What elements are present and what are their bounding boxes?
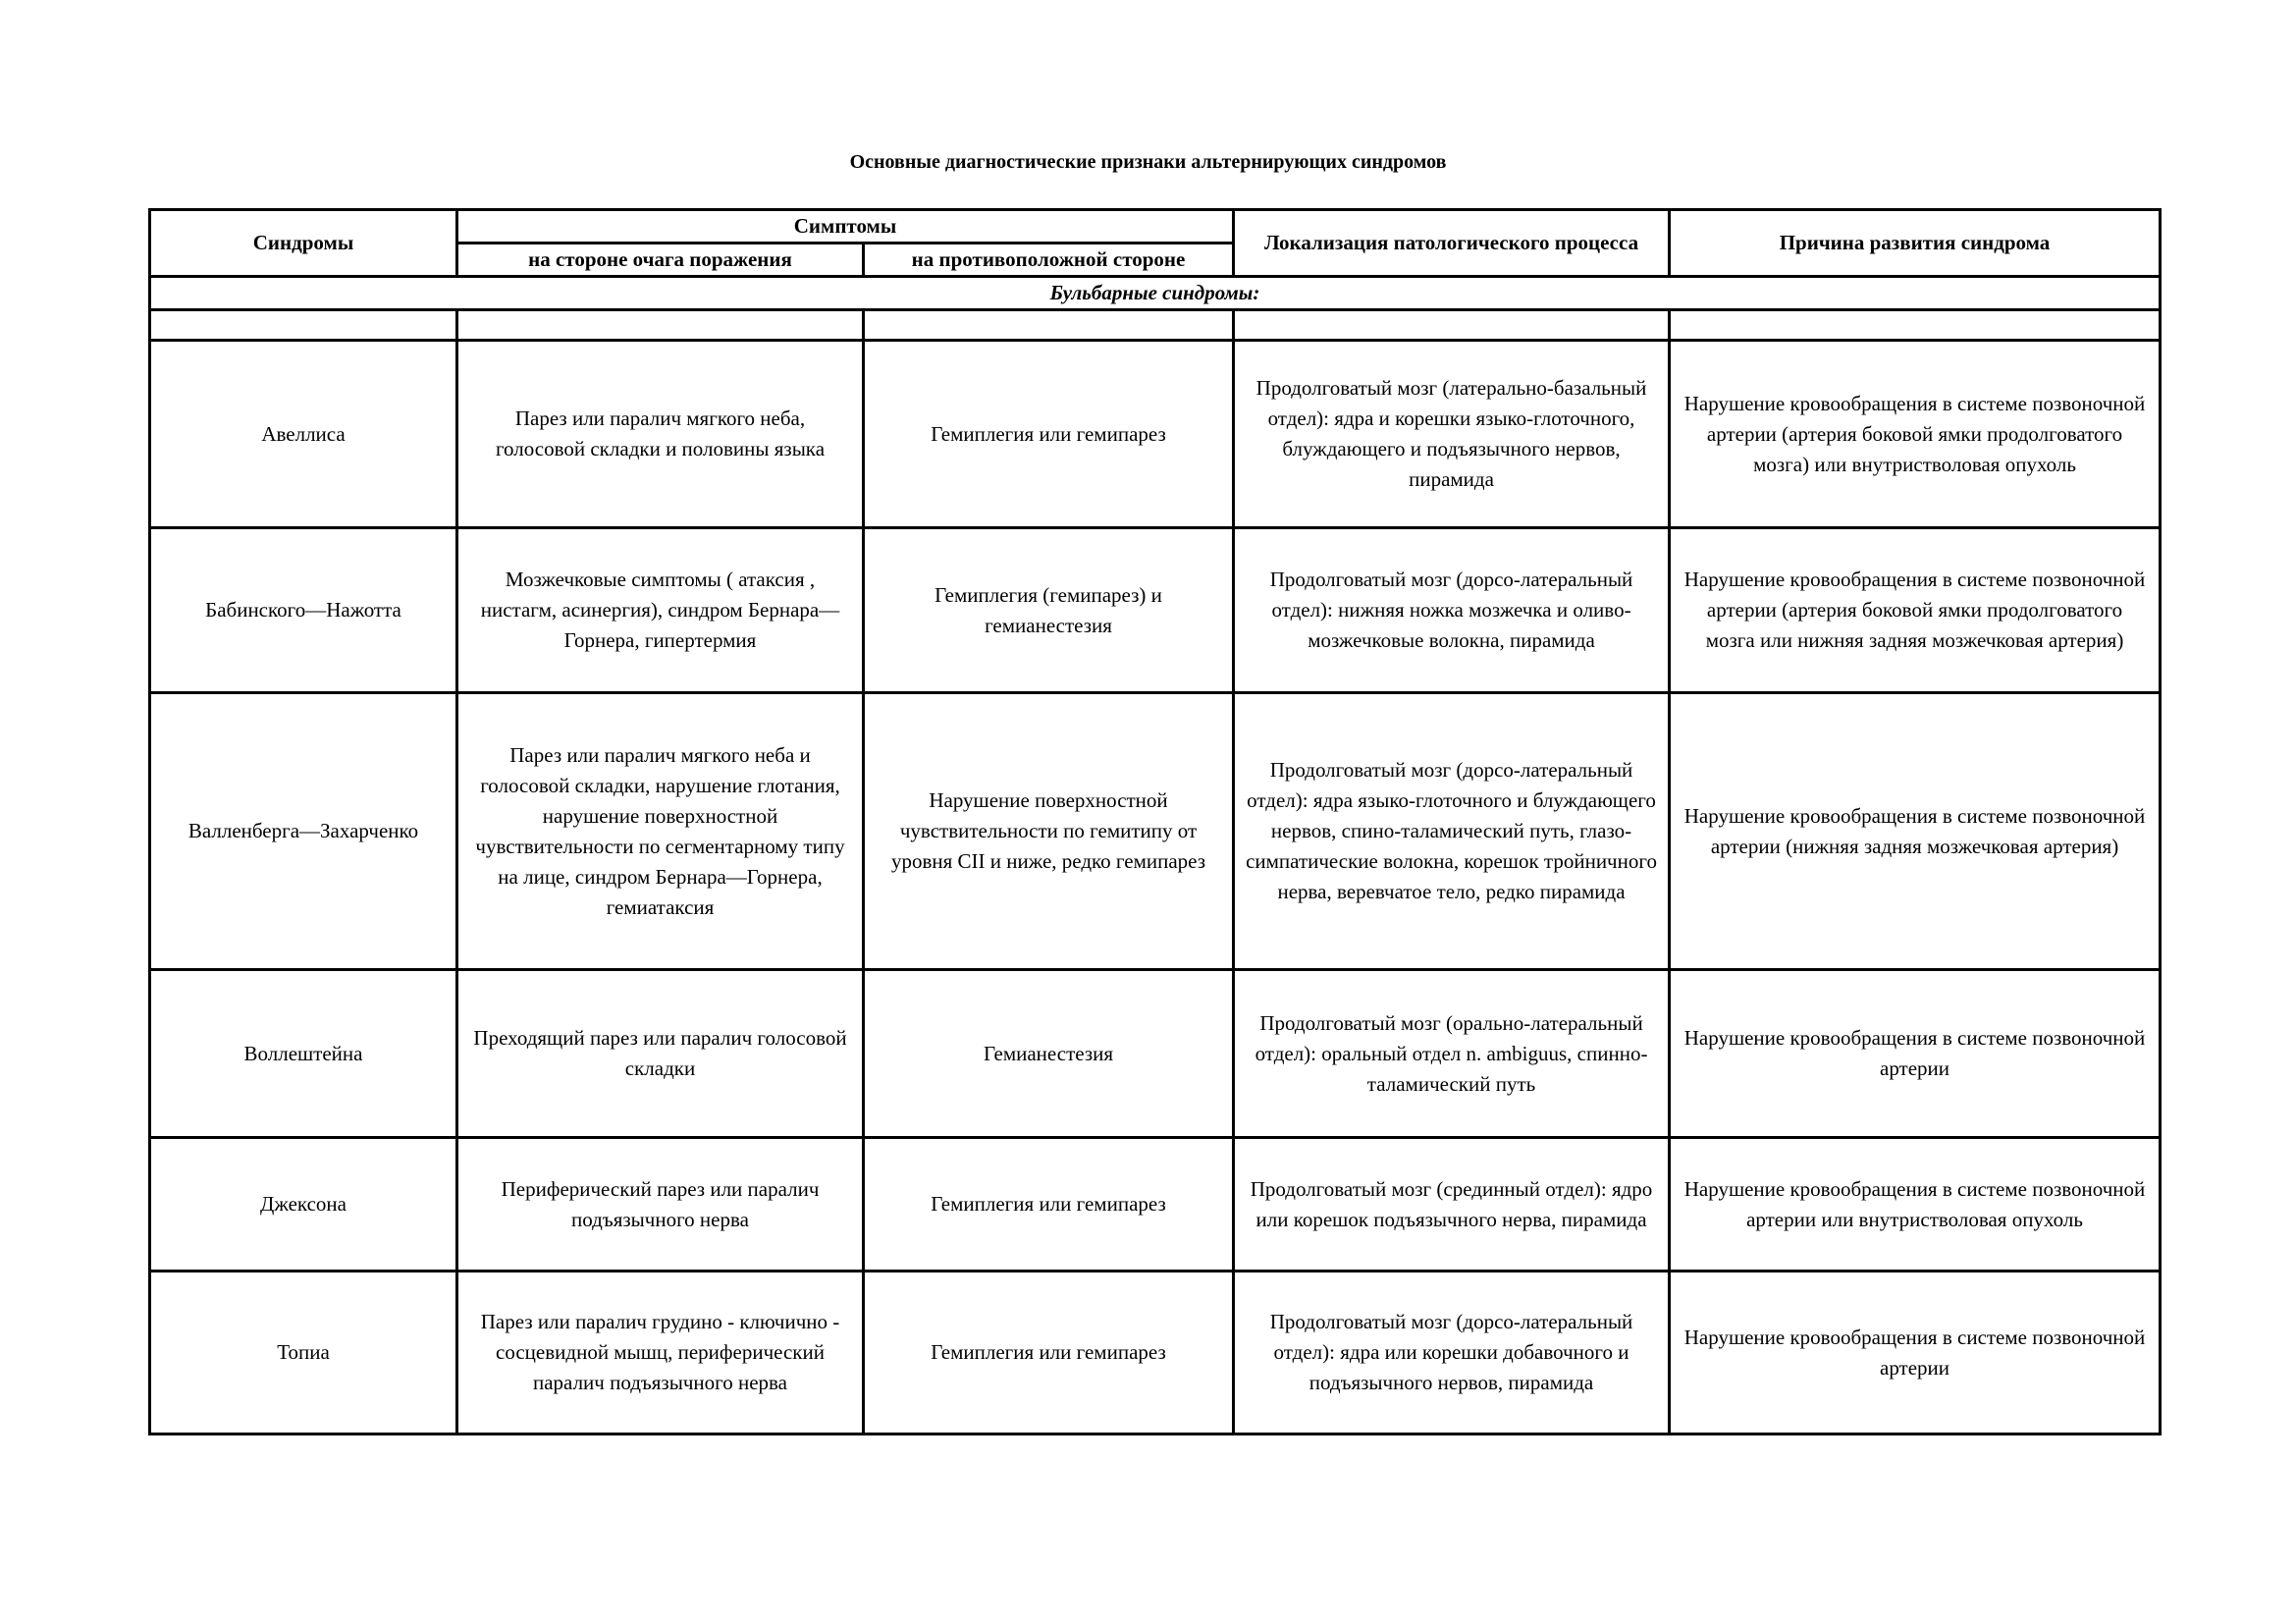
cause: Нарушение кровообращения в системе позвоночной артерии xyxy=(1670,1272,2161,1435)
table-row xyxy=(150,341,2161,528)
syndrome-name: Джексона xyxy=(150,1138,457,1272)
cause: Нарушение кровообращения в системе позвоночной артерии xyxy=(1670,970,2161,1138)
syndrome-name: Авеллиса xyxy=(150,341,457,528)
opposite-side-symptoms: Гемиплегия или гемипарез xyxy=(864,1138,1234,1272)
syndrome-name: Валленберга—Захарченко xyxy=(150,693,457,970)
table-row xyxy=(150,528,2161,693)
localization: Продолговатый мозг (срединный отдел): ядро или корешок подъязычного нерва, пирамида xyxy=(1234,1138,1670,1272)
syndrome-name: Воллештейна xyxy=(150,970,457,1138)
same-side-symptoms: Преходящий парез или паралич голосовой складки xyxy=(457,970,864,1138)
localization: Продолговатый мозг (дорсо-латеральный отдел): нижняя ножка мозжечка и оливо-мозжечковые волокна, пирамида xyxy=(1234,528,1670,693)
header-row xyxy=(150,210,2161,244)
empty-row xyxy=(150,310,2161,341)
cause: Нарушение кровообращения в системе позвоночной артерии или внутристволовая опухоль xyxy=(1670,1138,2161,1272)
syndrome-name: Топиа xyxy=(150,1272,457,1435)
page-title: Основные диагностические признаки альтернирующих синдромов xyxy=(849,151,1447,173)
opposite-side-symptoms: Гемиплегия или гемипарез xyxy=(864,341,1234,528)
same-side-symptoms: Парез или паралич мягкого неба, голосовой складки и половины языка xyxy=(457,341,864,528)
opposite-side-symptoms: Гемианестезия xyxy=(864,970,1234,1138)
header-localization: Локализация патологического процесса xyxy=(1234,210,1670,277)
same-side-symptoms: Мозжечковые симптомы ( атаксия , нистагм, асинергия), синдром Бернара—Горнера, гипертермия xyxy=(457,528,864,693)
localization: Продолговатый мозг (орально-латеральный отдел): оральный отдел n. ambiguus, спинно-таламический путь xyxy=(1234,970,1670,1138)
syndrome-name: Бабинского—Нажотта xyxy=(150,528,457,693)
header-syndromes: Синдромы xyxy=(150,210,457,277)
section-title: Бульбарные синдромы: xyxy=(150,277,2161,310)
same-side-symptoms: Парез или паралич грудино - ключично - сосцевидной мышц, периферический паралич подъязычного нерва xyxy=(457,1272,864,1435)
localization: Продолговатый мозг (латерально-базальный отдел): ядра и корешки языко-глоточного, блуждающего и подъязычного нервов, пирамида xyxy=(1234,341,1670,528)
header-same-side: на стороне очага поражения xyxy=(457,244,864,277)
cause: Нарушение кровообращения в системе позвоночной артерии (артерия боковой ямки продолговатого мозга или нижняя задняя мозжечковая артерия) xyxy=(1670,528,2161,693)
localization: Продолговатый мозг (дорсо-латеральный отдел): ядра или корешки добавочного и подъязычного нервов, пирамида xyxy=(1234,1272,1670,1435)
empty-cell xyxy=(1670,310,2161,341)
same-side-symptoms: Парез или паралич мягкого неба и голосовой складки, нарушение глотания, нарушение поверхностной чувствительности по сегментарному типу на лице, синдром Бернара—Горнера, гемиатаксия xyxy=(457,693,864,970)
same-side-symptoms: Периферический парез или паралич подъязычного нерва xyxy=(457,1138,864,1272)
empty-cell xyxy=(1234,310,1670,341)
cause: Нарушение кровообращения в системе позвоночной артерии (артерия боковой ямки продолговатого мозга) или внутристволовая опухоль xyxy=(1670,341,2161,528)
empty-cell xyxy=(150,310,457,341)
syndromes-table xyxy=(148,208,2162,1435)
opposite-side-symptoms: Гемиплегия или гемипарез xyxy=(864,1272,1234,1435)
empty-cell xyxy=(457,310,864,341)
table-row xyxy=(150,1138,2161,1272)
table-row xyxy=(150,693,2161,970)
opposite-side-symptoms: Нарушение поверхностной чувствительности по гемитипу от уровня СII и ниже, редко гемипарез xyxy=(864,693,1234,970)
opposite-side-symptoms: Гемиплегия (гемипарез) и гемианестезия xyxy=(864,528,1234,693)
header-opposite-side: на противоположной стороне xyxy=(864,244,1234,277)
header-cause: Причина развития синдрома xyxy=(1670,210,2161,277)
table-row xyxy=(150,970,2161,1138)
cause: Нарушение кровообращения в системе позвоночной артерии (нижняя задняя мозжечковая артерия) xyxy=(1670,693,2161,970)
table-row xyxy=(150,1272,2161,1435)
empty-cell xyxy=(864,310,1234,341)
section-row xyxy=(150,277,2161,310)
localization: Продолговатый мозг (дорсо-латеральный отдел): ядра языко-глоточного и блуждающего нервов, спино-таламический путь, глазо-симпатические волокна, корешок тройничного нерва, веревчатое тело, редко пирамида xyxy=(1234,693,1670,970)
header-symptoms: Симптомы xyxy=(457,210,1234,244)
